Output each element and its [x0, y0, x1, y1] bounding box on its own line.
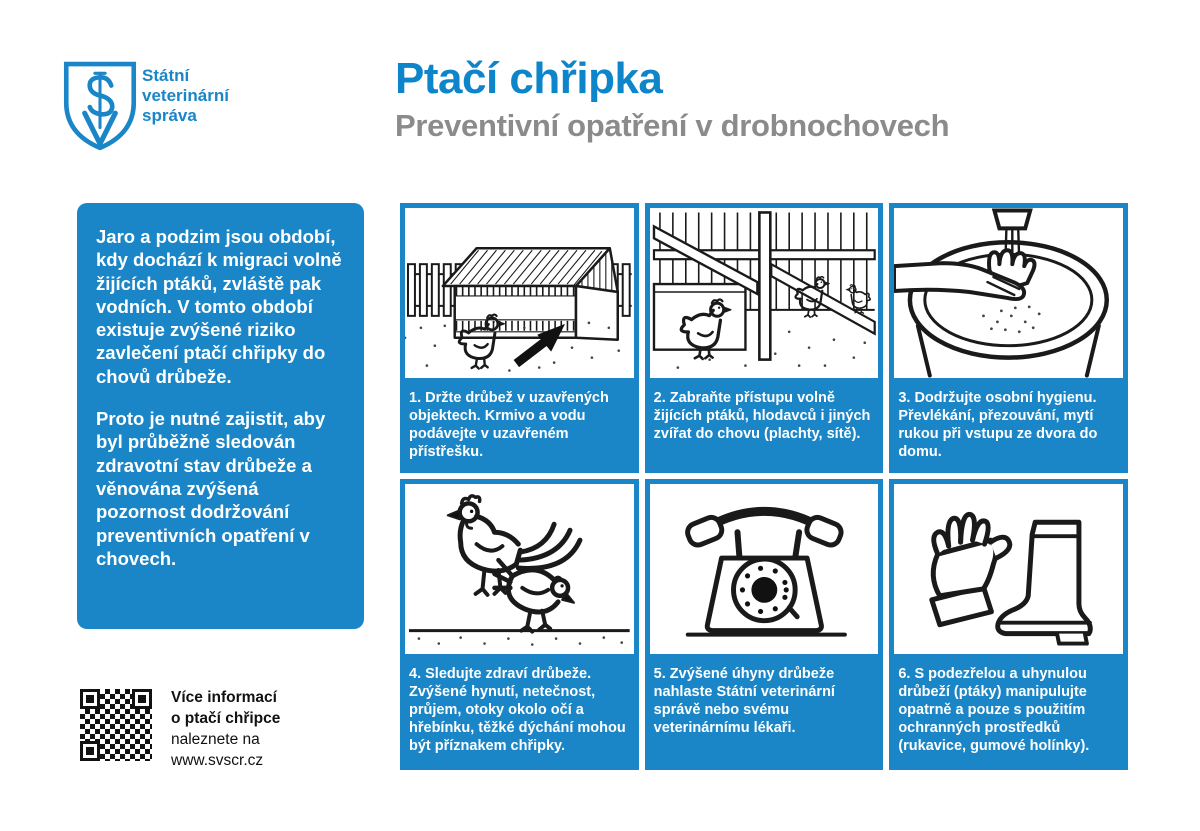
intro-box	[77, 203, 364, 629]
org-name	[142, 66, 229, 126]
panel-5-image	[645, 479, 884, 659]
page-title: Ptačí chřipka	[395, 54, 663, 103]
org-name-line: správa	[142, 106, 197, 126]
more-info-block	[77, 682, 377, 772]
info-line: naleznete na	[171, 730, 260, 748]
qr-code-icon	[77, 686, 155, 764]
page-subtitle: Preventivní opatření v drobnochovech	[395, 108, 950, 144]
telephone-illustration	[650, 484, 879, 654]
panel-1	[400, 203, 639, 473]
org-name-line: veterinární	[142, 86, 229, 106]
intro-paragraph-2: Proto je nutné zajistit, aby byl průběžně sledován zdravotní stav drůbeže a věnována zvýšená pozornost dodržování preventivních opatření v chovech.	[96, 408, 326, 569]
panel-5-caption: 5. Zvýšené úhyny drůbeže nahlaste Státní veterinární správě nebo svému veterinárnímu lékaři.	[645, 659, 884, 770]
panel-6-image	[889, 479, 1128, 659]
barn-interior-illustration	[650, 208, 879, 378]
poultry-house-illustration	[405, 208, 634, 378]
panel-grid	[400, 203, 1128, 770]
panel-5	[645, 479, 884, 770]
panel-4-caption: 4. Sledujte zdraví drůbeže. Zvýšené hynutí, netečnost, průjem, otoky okolo očí a hřebínku, těžké dýchání mohou být příznakem chřipky.	[400, 659, 639, 770]
hand-washing-illustration	[894, 208, 1123, 378]
info-line: Více informací	[171, 689, 277, 706]
rooster-and-hen-illustration	[405, 484, 634, 654]
info-line: o ptačí chřipce	[171, 709, 281, 727]
panel-1-caption: 1. Držte drůbež v uzavřených objektech. Krmivo a vodu podávejte v uzavřeném přístřešku.	[400, 383, 639, 473]
panel-6-caption: 6. S podezřelou a uhynulou drůbeží (ptáky) manipulujte opatrně a pouze s použitím ochranných prostředků (rukavice, gumové holínky).	[889, 659, 1128, 770]
panel-2-image	[645, 203, 884, 383]
panel-1-image	[400, 203, 639, 383]
panel-3	[889, 203, 1128, 473]
panel-3-image	[889, 203, 1128, 383]
panel-2	[645, 203, 884, 473]
org-name-line: Státní	[142, 66, 190, 85]
intro-paragraph-1: Jaro a podzim jsou období, kdy dochází k migraci volně žijících ptáků, zvláště pak vodních. V tomto období existuje zvýšené riziko zavlečení ptačí chřipky do chovů drůbeže.	[96, 226, 342, 387]
more-info-text	[171, 688, 280, 772]
panel-6	[889, 479, 1128, 770]
panel-3-caption: 3. Dodržujte osobní hygienu. Převlékání, přezouvání, mytí rukou při vstupu ze dvora do domu.	[889, 383, 1128, 473]
website-url: www.svscr.cz	[171, 751, 264, 769]
glove-and-boot-illustration	[894, 484, 1123, 654]
svs-shield-icon	[62, 60, 138, 152]
panel-4	[400, 479, 639, 770]
panel-2-caption: 2. Zabraňte přístupu volně žijících ptáků, hlodavců i jiných zvířat do chovu (plachty, sítě).	[645, 383, 884, 473]
panel-4-image	[400, 479, 639, 659]
